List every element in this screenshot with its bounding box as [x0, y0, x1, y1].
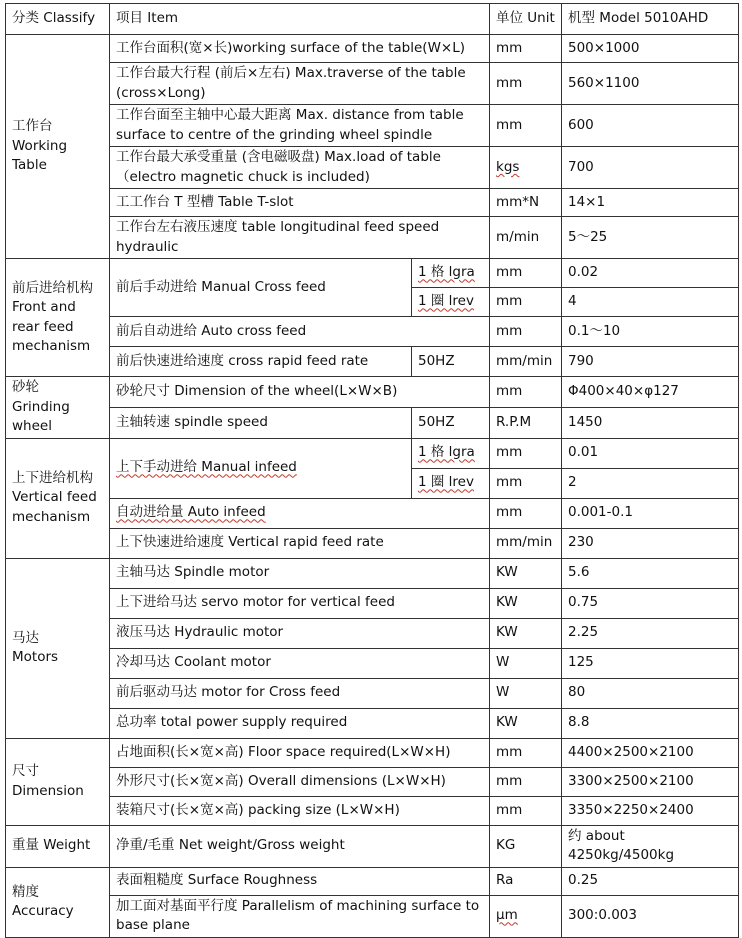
- item-cell: 总功率 total power supply required: [110, 708, 490, 738]
- table-row: [6, 825, 739, 867]
- value-cell: 600: [562, 105, 739, 147]
- header-classify: 分类 Classify: [6, 4, 110, 35]
- value-cell: 300:0.003: [562, 895, 739, 937]
- unit-cell: mm: [490, 438, 562, 468]
- item-cell: 工工作台 T 型槽 Table T-slot: [110, 189, 490, 217]
- value-cell: 2.25: [562, 618, 739, 648]
- item-cell: 主轴转速 spindle speed: [110, 407, 412, 438]
- unit-cell: KW: [490, 558, 562, 588]
- header-unit: 单位 Unit: [490, 4, 562, 35]
- item-cell: 净重/毛重 Net weight/Gross weight: [110, 825, 490, 867]
- value-cell: 约 about 4250kg/4500kg: [562, 825, 739, 867]
- unit-cell: m/min: [490, 217, 562, 259]
- table-row: [6, 618, 739, 648]
- unit-cell: R.P.M: [490, 407, 562, 438]
- value-cell: 500×1000: [562, 35, 739, 63]
- value-cell: 2: [562, 468, 739, 498]
- item-cell: 工作台面至主轴中心最大距离 Max. distance from table surface to centre of the grinding wheel spindle: [110, 105, 490, 147]
- value-cell: 80: [562, 678, 739, 708]
- unit-cell: KG: [490, 825, 562, 867]
- group-label: 前后进给机构 Front and rear feed mechanism: [6, 259, 110, 377]
- item-cell: 主轴马达 Spindle motor: [110, 558, 490, 588]
- table-row: [6, 407, 739, 438]
- unit-cell: kgs: [490, 147, 562, 189]
- unit-cell: mm: [490, 377, 562, 408]
- table-row: [6, 738, 739, 767]
- unit-cell: μm: [490, 895, 562, 937]
- unit-cell: Ra: [490, 867, 562, 895]
- table-row: [6, 105, 739, 147]
- table-row: [6, 867, 739, 895]
- unit-cell: mm: [490, 738, 562, 767]
- value-cell: 1450: [562, 407, 739, 438]
- table-row: [6, 147, 739, 189]
- table-row: [6, 528, 739, 558]
- unit-cell: mm/min: [490, 528, 562, 558]
- unit-cell: mm: [490, 767, 562, 796]
- sub-cell: 50HZ: [412, 407, 490, 438]
- item-cell: 加工面对基面平行度 Parallelism of machining surface to base plane: [110, 895, 490, 937]
- item-cell: 砂轮尺寸 Dimension of the wheel(L×W×B): [110, 377, 490, 408]
- table-row: [6, 189, 739, 217]
- item-cell: 工作台面积(宽×长)working surface of the table(W×L): [110, 35, 490, 63]
- sub-cell: 50HZ: [412, 347, 490, 377]
- value-cell: 0.001-0.1: [562, 498, 739, 528]
- value-cell: 5～25: [562, 217, 739, 259]
- header-model: 机型 Model 5010AHD: [562, 4, 739, 35]
- item-cell: 上下进给马达 servo motor for vertical feed: [110, 588, 490, 618]
- item-cell: 工作台最大承受重量 (含电磁吸盘) Max.load of table （electro magnetic chuck is included): [110, 147, 490, 189]
- value-cell: 0.01: [562, 438, 739, 468]
- table-row: [6, 708, 739, 738]
- table-row: [6, 347, 739, 377]
- item-cell: 工作台左右液压速度 table longitudinal feed speed hydraulic: [110, 217, 490, 259]
- value-cell: Φ400×40×φ127: [562, 377, 739, 408]
- table-row: [6, 895, 739, 937]
- spec-table: [5, 3, 739, 938]
- item-cell: 占地面积(长×宽×高) Floor space required(L×W×H): [110, 738, 490, 767]
- value-cell: 8.8: [562, 708, 739, 738]
- group-label: 上下进给机构 Vertical feed mechanism: [6, 438, 110, 558]
- sub-cell: 1 圈 lrev: [412, 288, 490, 317]
- unit-cell: KW: [490, 588, 562, 618]
- item-cell: 上下快速进给速度 Vertical rapid feed rate: [110, 528, 490, 558]
- value-cell: 4: [562, 288, 739, 317]
- group-label: 尺寸 Dimension: [6, 738, 110, 825]
- table-row: [6, 767, 739, 796]
- unit-cell: W: [490, 648, 562, 678]
- header-row: [6, 4, 739, 35]
- group-label: 砂轮 Grinding wheel: [6, 377, 110, 439]
- value-cell: 3300×2500×2100: [562, 767, 739, 796]
- value-cell: 4400×2500×2100: [562, 738, 739, 767]
- table-row: [6, 63, 739, 105]
- value-cell: 125: [562, 648, 739, 678]
- item-cell: 外形尺寸(长×宽×高) Overall dimensions (L×W×H): [110, 767, 490, 796]
- value-cell: 790: [562, 347, 739, 377]
- table-row: [6, 796, 739, 825]
- value-cell: 230: [562, 528, 739, 558]
- item-cell: 前后自动进给 Auto cross feed: [110, 317, 490, 347]
- group-label: 重量 Weight: [6, 825, 110, 867]
- sub-cell: 1 格 lgra: [412, 438, 490, 468]
- table-row: [6, 678, 739, 708]
- header-item: 项目 Item: [110, 4, 490, 35]
- table-row: [6, 558, 739, 588]
- item-cell: 前后快速进给速度 cross rapid feed rate: [110, 347, 412, 377]
- value-cell: 0.1～10: [562, 317, 739, 347]
- unit-cell: mm: [490, 105, 562, 147]
- item-cell: 工作台最大行程 (前后×左右) Max.traverse of the table (cross×Long): [110, 63, 490, 105]
- table-row: [6, 317, 739, 347]
- table-row: [6, 438, 739, 468]
- item-cell: 冷却马达 Coolant motor: [110, 648, 490, 678]
- value-cell: 700: [562, 147, 739, 189]
- item-cell: 上下手动进给 Manual infeed: [110, 438, 412, 498]
- value-cell: 0.75: [562, 588, 739, 618]
- value-cell: 0.25: [562, 867, 739, 895]
- unit-cell: mm/min: [490, 347, 562, 377]
- sub-cell: 1 圈 lrev: [412, 468, 490, 498]
- item-cell: 前后手动进给 Manual Cross feed: [110, 259, 412, 317]
- table-row: [6, 498, 739, 528]
- unit-cell: mm: [490, 288, 562, 317]
- item-cell: 装箱尺寸(长×宽×高) packing size (L×W×H): [110, 796, 490, 825]
- table-row: [6, 217, 739, 259]
- group-label: 工作台 Working Table: [6, 35, 110, 259]
- unit-cell: mm: [490, 259, 562, 288]
- unit-cell: mm: [490, 63, 562, 105]
- group-label: 精度 Accuracy: [6, 867, 110, 937]
- unit-cell: mm*N: [490, 189, 562, 217]
- item-cell: 液压马达 Hydraulic motor: [110, 618, 490, 648]
- unit-cell: W: [490, 678, 562, 708]
- item-cell: 前后驱动马达 motor for Cross feed: [110, 678, 490, 708]
- table-row: [6, 259, 739, 288]
- table-row: [6, 35, 739, 63]
- value-cell: 0.02: [562, 259, 739, 288]
- value-cell: 3350×2250×2400: [562, 796, 739, 825]
- item-cell: 自动进给量 Auto infeed: [110, 498, 490, 528]
- table-row: [6, 588, 739, 618]
- value-cell: 14×1: [562, 189, 739, 217]
- table-row: [6, 377, 739, 408]
- unit-cell: mm: [490, 498, 562, 528]
- sub-cell: 1 格 lgra: [412, 259, 490, 288]
- unit-cell: mm: [490, 796, 562, 825]
- table-row: [6, 648, 739, 678]
- group-label: 马达 Motors: [6, 558, 110, 738]
- unit-cell: KW: [490, 618, 562, 648]
- unit-cell: mm: [490, 317, 562, 347]
- item-cell: 表面粗糙度 Surface Roughness: [110, 867, 490, 895]
- unit-cell: mm: [490, 35, 562, 63]
- unit-cell: mm: [490, 468, 562, 498]
- value-cell: 560×1100: [562, 63, 739, 105]
- unit-cell: KW: [490, 708, 562, 738]
- value-cell: 5.6: [562, 558, 739, 588]
